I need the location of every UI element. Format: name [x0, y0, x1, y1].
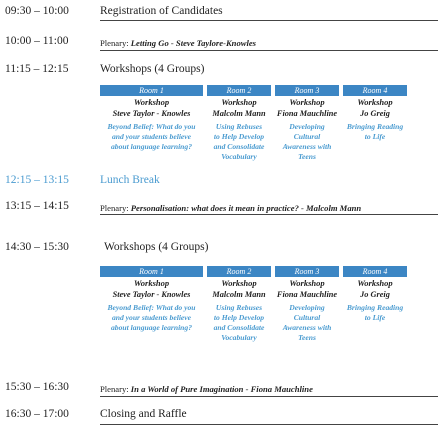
desc-line: Beyond Belief: What do you [107, 303, 196, 312]
session-prefix: Plenary: [100, 38, 131, 48]
desc-line: about language learning? [110, 142, 193, 151]
room-header: Room 3 [275, 266, 339, 277]
divider [100, 214, 438, 215]
room-header: Room 3 [275, 85, 339, 96]
desc-line: and your students believe [111, 132, 192, 141]
workshop-column [275, 266, 339, 343]
workshop-label: Workshop [133, 97, 170, 107]
workshop-description [275, 303, 339, 343]
workshop-speaker: Malcolm Mann [212, 109, 266, 118]
desc-line: Vocabulary [221, 333, 257, 342]
desc-line: Cultural [293, 132, 321, 141]
divider [100, 396, 438, 397]
desc-line: Teens [298, 333, 316, 342]
session-title: Lunch Break [100, 174, 160, 186]
desc-line: and Consolidate [213, 142, 265, 151]
room-header: Room 4 [343, 85, 407, 96]
time-slot: 16:30 – 17:00 [5, 408, 69, 420]
workshop-label: Workshop [221, 278, 257, 288]
desc-line: to Help Develop [213, 132, 265, 141]
time-slot: 09:30 – 10:00 [5, 5, 69, 17]
workshop-column [100, 85, 203, 152]
desc-line: and Consolidate [213, 323, 265, 332]
session-title: Closing and Raffle [100, 408, 187, 420]
workshop-column [207, 266, 271, 343]
workshop-speaker: Malcolm Mann [212, 290, 266, 299]
desc-line: Awareness with [282, 323, 332, 332]
desc-line: Bringing Reading [346, 303, 404, 312]
desc-line: Developing [289, 303, 325, 312]
session-title [100, 203, 361, 213]
session-name: Letting Go - Steve Taylore-Knowles [130, 38, 257, 48]
desc-line: Bringing Reading [346, 122, 404, 131]
workshop-speaker: Fiona Mauchline [276, 109, 338, 118]
room-header: Room 4 [343, 266, 407, 277]
divider [100, 20, 438, 21]
session-name: In a World of Pure Imagination - Fiona Mauchline [130, 384, 313, 394]
workshop-label: Workshop [133, 278, 170, 288]
session-title: Registration of Candidates [100, 5, 223, 17]
session-prefix: Plenary: [100, 384, 131, 394]
workshop-column [207, 85, 271, 162]
desc-line: Developing [289, 122, 325, 131]
desc-line: to Help Develop [213, 313, 265, 322]
workshop-column [275, 85, 339, 162]
session-prefix: Plenary: [100, 203, 131, 213]
workshop-speaker: Steve Taylor - Knowles [112, 109, 191, 118]
room-header: Room 2 [207, 85, 271, 96]
workshop-description [343, 303, 407, 323]
workshop-label: Workshop [357, 97, 393, 107]
workshop-description [100, 122, 203, 152]
desc-line: Awareness with [282, 142, 332, 151]
desc-line: Vocabulary [221, 152, 257, 161]
desc-line: about language learning? [110, 323, 193, 332]
session-title [100, 384, 313, 394]
workshop-label: Workshop [289, 97, 325, 107]
time-slot: 15:30 – 16:30 [5, 381, 69, 393]
workshop-speaker: Fiona Mauchline [276, 290, 338, 299]
workshop-speaker: Jo Greig [360, 109, 390, 118]
workshop-description [343, 122, 407, 142]
workshop-description [207, 122, 271, 162]
session-name: Personalisation: what does it mean in practice? - Malcolm Mann [130, 203, 362, 213]
workshop-label: Workshop [221, 97, 257, 107]
session-title: Workshops (4 Groups) [100, 63, 205, 75]
time-slot: 12:15 – 13:15 [5, 174, 69, 186]
room-header: Room 1 [100, 85, 203, 96]
workshop-column [100, 266, 203, 333]
desc-line: Using Rebuses [215, 303, 263, 312]
divider [100, 424, 438, 425]
workshop-column [343, 85, 407, 142]
desc-line: Using Rebuses [215, 122, 263, 131]
desc-line: Cultural [293, 313, 321, 322]
workshop-description [207, 303, 271, 343]
session-title [100, 38, 256, 48]
desc-line: Beyond Belief: What do you [107, 122, 196, 131]
desc-line: to Life [364, 132, 386, 141]
workshop-label: Workshop [289, 278, 325, 288]
desc-line: and your students believe [111, 313, 192, 322]
divider [100, 50, 438, 51]
time-slot: 13:15 – 14:15 [5, 200, 69, 212]
session-title: Workshops (4 Groups) [104, 241, 209, 253]
room-header: Room 2 [207, 266, 271, 277]
workshop-description [275, 122, 339, 162]
workshop-description [100, 303, 203, 333]
time-slot: 14:30 – 15:30 [5, 241, 69, 253]
workshop-speaker: Steve Taylor - Knowles [112, 290, 191, 299]
workshop-column [343, 266, 407, 323]
time-slot: 10:00 – 11:00 [5, 35, 69, 47]
desc-line: Teens [298, 152, 316, 161]
workshop-label: Workshop [357, 278, 393, 288]
desc-line: to Life [364, 313, 386, 322]
room-header: Room 1 [100, 266, 203, 277]
workshop-speaker: Jo Greig [360, 290, 390, 299]
time-slot: 11:15 – 12:15 [5, 63, 69, 75]
